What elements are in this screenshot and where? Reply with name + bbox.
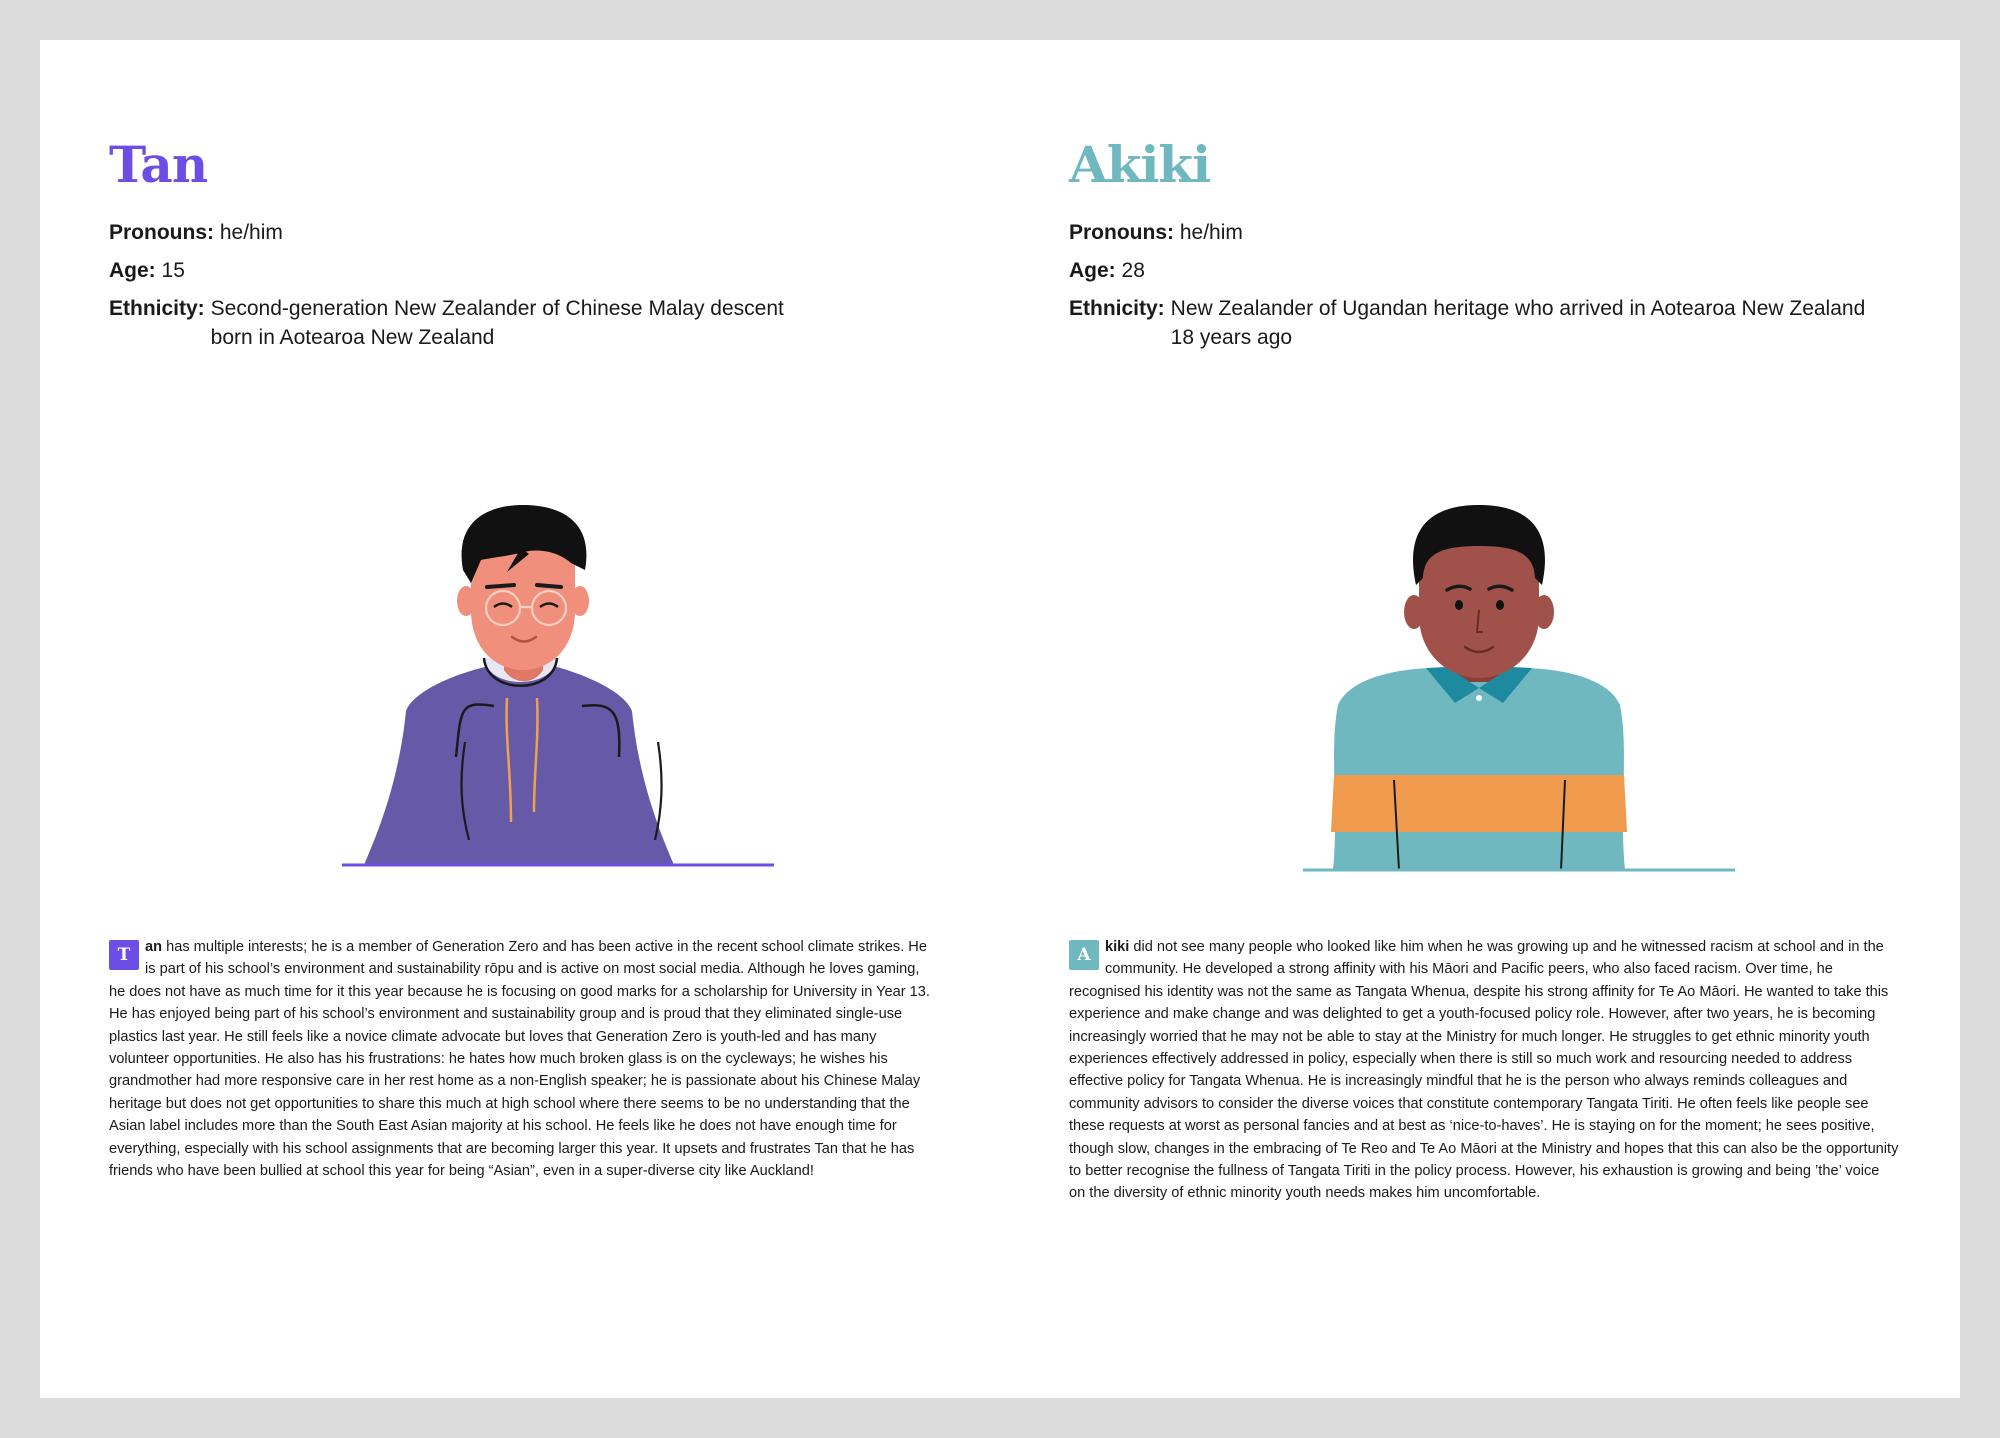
persona-facts — [1069, 218, 1899, 361]
ethnicity-row — [109, 294, 829, 352]
age-row — [1069, 256, 1899, 285]
document-page — [40, 40, 1960, 1398]
bio-first-word: an — [145, 939, 163, 955]
age-label: Age: — [1069, 259, 1116, 282]
ethnicity-label: Ethnicity: — [1069, 297, 1165, 320]
ethnicity-label: Ethnicity: — [109, 297, 205, 320]
ethnicity-value: New Zealander of Ugandan heritage who arrived in Aotearoa New Zealand 18 years ago — [1170, 297, 1866, 349]
drop-cap: A — [1069, 940, 1099, 970]
portrait-akiki — [1069, 460, 1899, 890]
man-striped-polo-icon — [1069, 460, 1899, 890]
pronouns-row — [109, 218, 939, 247]
pronouns-label: Pronouns: — [109, 221, 214, 244]
drop-cap: T — [109, 940, 139, 970]
bio-text: has multiple interests; he is a member of Generation Zero and has been active in the recent school climate strikes. He is part of his school’s environment and sustainability rōpu and is active on most social media. Although he loves gaming, he does not have as much time for it this year because he is focusing on good marks for a scholarship for University in Year 13. He has enjoyed being part of his school’s environment and sustainability group and is proud that they eliminated single-use plastics last year. He still feels like a novice climate advocate but loves that Generation Zero is youth-led and has many volunteer opportunities. He also has his frustrations: he hates how much broken glass is on the cycleways; he wishes his grandmother had more responsive care in her rest home as a non-English speaker; he is passionate about his Chinese Malay heritage but does not get opportunities to share this much at high school where there seems to be no understanding that the Asian label includes more than the South East Asian majority at his school. He feels like he does not have enough time for everything, especially with his school assignments that are becoming larger this year. It upsets and frustrates Tan that he has friends who have been bullied at school this year for being “Asian”, even in a super-diverse city like Auckland! — [109, 939, 930, 1180]
pronouns-value: he/him — [1179, 221, 1243, 244]
age-value: 15 — [161, 259, 185, 282]
persona-name: Akiki — [1069, 135, 1211, 194]
persona-card-akiki — [1069, 40, 1899, 1398]
age-value: 28 — [1121, 259, 1145, 282]
bio-first-word: kiki — [1105, 939, 1130, 955]
bio-text: did not see many people who looked like him when he was growing up and he witnessed racism at school and in the community. He developed a strong affinity with his Māori and Pacific peers, who also faced racism. Over time, he recognised his identity was not the same as Tangata Whenua, despite his strong affinity for Te Ao Māori. He wanted to take this experience and make change and was delighted to get a youth-focused policy role. However, after two years, he is becoming increasingly worried that he may not be able to stay at the Ministry for much longer. He struggles to get ethnic minority youth experiences effectively addressed in policy, especially when there is still so much work and resourcing needed to address effective policy for Tangata Whenua. He is increasingly mindful that he is the person who always reminds colleagues and community advisors to consider the diverse voices that constitute contemporary Tangata Tiriti. He often feels like people see these requests at worst as personal fancies and at best as ‘nice-to-haves’. He is staying on for the moment; he sees positive, though slow, changes in the embracing of Te Reo and Te Ao Māori at the Ministry and hopes that this can also be the opportunity to better recognise the fullness of Tangata Tiriti in the policy process. However, his exhaustion is growing and being ’the’ voice on the diversity of ethnic minority youth needs makes him uncomfortable. — [1069, 939, 1899, 1202]
pronouns-value: he/him — [219, 221, 283, 244]
ethnicity-value: Second-generation New Zealander of Chinese Malay descent born in Aotearoa New Zealand — [210, 297, 784, 349]
ethnicity-row — [1069, 294, 1869, 352]
portrait-tan — [109, 460, 939, 890]
persona-bio — [109, 936, 939, 1182]
persona-card-tan — [109, 40, 939, 1398]
pronouns-row — [1069, 218, 1899, 247]
teen-boy-glasses-hoodie-icon — [109, 460, 939, 890]
age-row — [109, 256, 939, 285]
pronouns-label: Pronouns: — [1069, 221, 1174, 244]
persona-name: Tan — [109, 135, 208, 194]
age-label: Age: — [109, 259, 156, 282]
persona-facts — [109, 218, 939, 361]
persona-bio — [1069, 936, 1899, 1205]
